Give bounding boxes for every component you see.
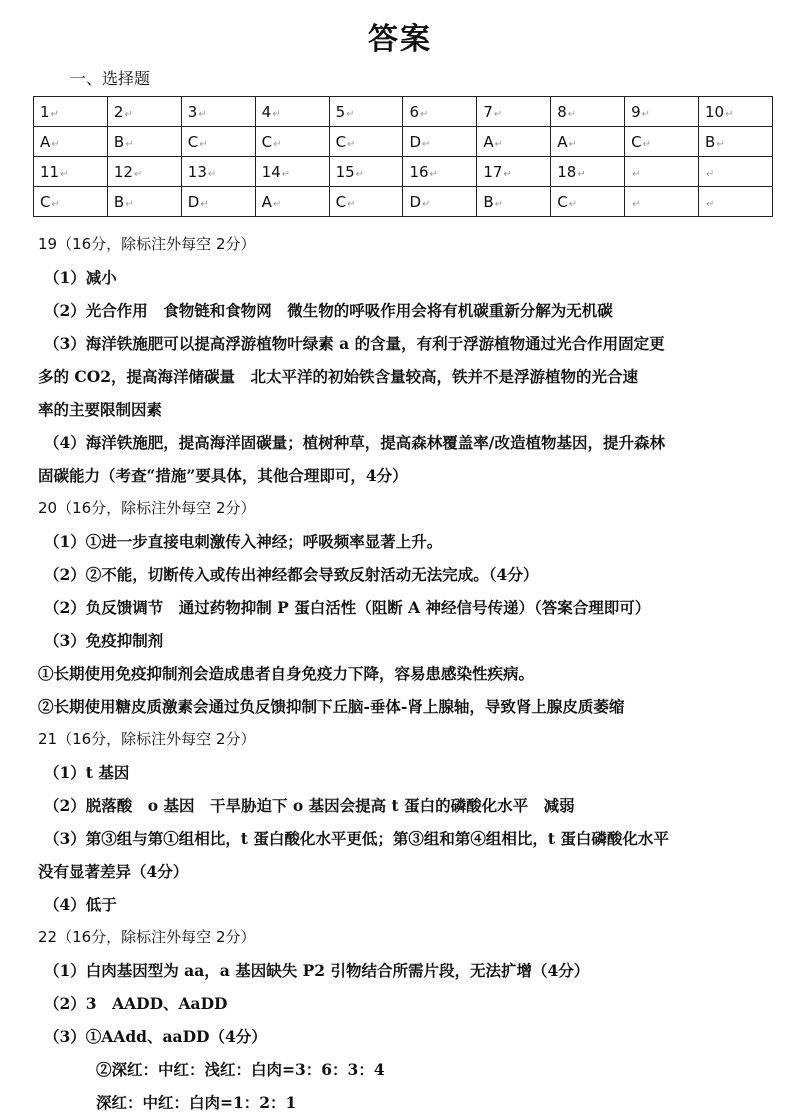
- table-cell: [34, 157, 108, 187]
- cell-text: 14: [261, 162, 281, 181]
- cell-text: 10: [705, 102, 725, 121]
- table-row: [34, 157, 773, 187]
- cell-text: 16: [409, 162, 429, 181]
- paragraph-mark-icon: ↵: [568, 138, 577, 150]
- question-header: 20（16分，除标注外每空 2分）: [38, 499, 256, 517]
- table-cell: [625, 157, 699, 187]
- cell-text: 1: [40, 102, 50, 121]
- cell-text: B: [483, 192, 494, 211]
- table-cell: [403, 187, 477, 217]
- cell-text: D: [187, 192, 200, 211]
- cell-text: 3: [187, 102, 198, 121]
- table-cell: [34, 97, 108, 127]
- table-cell: [403, 127, 477, 157]
- paragraph-mark-icon: ↵: [198, 108, 207, 120]
- paragraph-mark-icon: ↵: [494, 198, 504, 210]
- paragraph-mark-icon: ↵: [716, 138, 725, 150]
- table-cell: [403, 97, 477, 127]
- answer-line: （2）②不能，切断传入或传出神经都会导致反射活动无法完成。（4分）: [44, 565, 539, 584]
- table-cell: [551, 187, 625, 217]
- answer-line: 深红：中红：白肉=1：2：1: [96, 1093, 297, 1112]
- table-cell: [477, 127, 551, 157]
- table-cell: [255, 97, 329, 127]
- cell-text: B: [705, 132, 716, 151]
- paragraph-mark-icon: ↵: [494, 138, 503, 150]
- table-cell: [625, 97, 699, 127]
- table-cell: [403, 157, 477, 187]
- table-cell: [699, 157, 773, 187]
- table-cell: [329, 127, 403, 157]
- table-cell: [34, 127, 108, 157]
- table-row: [34, 187, 773, 217]
- table-cell: [181, 97, 255, 127]
- question-header: 21（16分，除标注外每空 2分）: [38, 730, 256, 748]
- paragraph-mark-icon: ↵: [281, 168, 291, 180]
- paragraph-mark-icon: ↵: [124, 108, 133, 120]
- answer-line: 率的主要限制因素: [38, 400, 163, 419]
- paragraph-mark-icon: ↵: [51, 138, 60, 150]
- table-cell: [477, 157, 551, 187]
- cell-text: 17: [483, 162, 503, 181]
- table-cell: [551, 127, 625, 157]
- answer-line: （2）脱落酸 o 基因 干旱胁迫下 o 基因会提高 t 蛋白的磷酸化水平 减弱: [44, 796, 575, 815]
- answer-line: 多的 CO2，提高海洋储碳量 北太平洋的初始铁含量较高，铁并不是浮游植物的光合速: [38, 367, 639, 386]
- paragraph-mark-icon: ↵: [632, 168, 641, 180]
- cell-text: 15: [335, 162, 355, 181]
- paragraph-mark-icon: ↵: [706, 198, 715, 210]
- cell-text: C: [335, 132, 347, 151]
- table-cell: [107, 157, 181, 187]
- table-cell: [107, 97, 181, 127]
- cell-text: 12: [113, 162, 133, 181]
- paragraph-mark-icon: ↵: [125, 138, 134, 150]
- cell-text: D: [409, 192, 422, 211]
- paragraph-mark-icon: ↵: [273, 138, 282, 150]
- answer-line: （1）白肉基因型为 aa，a 基因缺失 P2 引物结合所需片段，无法扩增（4分）: [44, 961, 590, 980]
- paragraph-mark-icon: ↵: [706, 168, 715, 180]
- table-row: [34, 97, 773, 127]
- question-header: 19（16分，除标注外每空 2分）: [38, 235, 256, 253]
- cell-text: C: [187, 132, 199, 151]
- cell-text: B: [113, 192, 125, 211]
- answer-line: （4）海洋铁施肥，提高海洋固碳量；植树种草，提高森林覆盖率/改造植物基因，提升森林: [44, 433, 665, 452]
- cell-text: 2: [113, 102, 124, 121]
- cell-text: C: [557, 192, 568, 211]
- cell-text: 8: [557, 102, 567, 121]
- paragraph-mark-icon: ↵: [272, 108, 281, 120]
- table-cell: [107, 187, 181, 217]
- answer-line: ①长期使用免疫抑制剂会造成患者自身免疫力下降，容易患感染性疾病。: [38, 664, 535, 683]
- paragraph-mark-icon: ↵: [133, 168, 143, 180]
- table-cell: [34, 187, 108, 217]
- paragraph-mark-icon: ↵: [422, 198, 431, 210]
- table-cell: [181, 187, 255, 217]
- paragraph-mark-icon: ↵: [347, 138, 356, 150]
- paragraph-mark-icon: ↵: [272, 198, 282, 210]
- cell-text: C: [261, 132, 273, 151]
- table-cell: [329, 97, 403, 127]
- answer-line: ②深红：中红：浅红：白肉=3：6：3：4: [96, 1060, 385, 1079]
- answer-line: （1）①进一步直接电刺激传入神经；呼吸频率显著上升。: [44, 532, 443, 551]
- answer-line: （4）低于: [44, 895, 117, 914]
- paragraph-mark-icon: ↵: [51, 198, 60, 210]
- table-cell: [699, 97, 773, 127]
- paragraph-mark-icon: ↵: [503, 168, 512, 180]
- table-cell: [625, 187, 699, 217]
- answer-line: （3）①AAdd、aaDD（4分）: [44, 1027, 267, 1046]
- cell-text: C: [40, 192, 51, 211]
- table-cell: [551, 97, 625, 127]
- cell-text: C: [335, 192, 347, 211]
- table-cell: [551, 157, 625, 187]
- answer-line: （3）免疫抑制剂: [44, 631, 164, 650]
- cell-text: 6: [409, 102, 419, 121]
- table-cell: [255, 157, 329, 187]
- answer-line: （3）第③组与第①组相比，t 蛋白酸化水平更低；第③组和第④组相比，t 蛋白磷酸化水平: [44, 829, 669, 848]
- cell-text: 18: [557, 162, 577, 181]
- paragraph-mark-icon: ↵: [200, 198, 209, 210]
- table-row: [34, 127, 773, 157]
- cell-text: A: [261, 192, 272, 211]
- answer-line: ②长期使用糖皮质激素会通过负反馈抑制下丘脑-垂体-肾上腺轴，导致肾上腺皮质萎缩: [38, 697, 625, 716]
- cell-text: A: [483, 132, 494, 151]
- cell-text: 4: [261, 102, 272, 121]
- paragraph-mark-icon: ↵: [346, 108, 355, 120]
- paragraph-mark-icon: ↵: [60, 168, 69, 180]
- paragraph-mark-icon: ↵: [50, 108, 59, 120]
- cell-text: A: [557, 132, 568, 151]
- cell-text: 13: [187, 162, 207, 181]
- paragraph-mark-icon: ↵: [641, 108, 651, 120]
- table-cell: [329, 187, 403, 217]
- table-cell: [699, 187, 773, 217]
- answer-line: （2）负反馈调节 通过药物抑制 P 蛋白活性（阻断 A 神经信号传递）（答案合理即可）: [44, 598, 651, 617]
- table-cell: [625, 127, 699, 157]
- answer-line: 固碳能力（考查“措施”要具体，其他合理即可，4分）: [38, 466, 408, 485]
- paragraph-mark-icon: ↵: [567, 108, 577, 120]
- paragraph-mark-icon: ↵: [207, 168, 217, 180]
- paragraph-mark-icon: ↵: [568, 198, 578, 210]
- table-cell: [699, 127, 773, 157]
- paragraph-mark-icon: ↵: [632, 198, 641, 210]
- paragraph-mark-icon: ↵: [420, 108, 429, 120]
- paragraph-mark-icon: ↵: [493, 108, 503, 120]
- cell-text: C: [631, 132, 642, 151]
- paragraph-mark-icon: ↵: [199, 138, 208, 150]
- table-cell: [181, 127, 255, 157]
- paragraph-mark-icon: ↵: [725, 108, 734, 120]
- table-cell: [255, 187, 329, 217]
- paragraph-mark-icon: ↵: [577, 168, 586, 180]
- cell-text: A: [40, 132, 51, 151]
- answer-line: 没有显著差异（4分）: [38, 862, 189, 881]
- paragraph-mark-icon: ↵: [125, 198, 134, 210]
- cell-text: 7: [483, 102, 493, 121]
- answer-content: [38, 228, 773, 1119]
- table-cell: [477, 97, 551, 127]
- cell-text: D: [409, 132, 422, 151]
- page-title: 答案: [368, 22, 432, 57]
- answer-line: （1）t 基因: [44, 763, 130, 782]
- paragraph-mark-icon: ↵: [422, 138, 431, 150]
- answer-line: （2）3 AADD、AaDD: [44, 994, 228, 1013]
- table-cell: [329, 157, 403, 187]
- paragraph-mark-icon: ↵: [355, 168, 365, 180]
- section-label-choice: 一、选择题: [70, 69, 151, 88]
- paragraph-mark-icon: ↵: [429, 168, 438, 180]
- answer-table: [33, 96, 773, 217]
- answer-line: （2）光合作用 食物链和食物网 微生物的呼吸作用会将有机碳重新分解为无机碳: [44, 301, 613, 320]
- cell-text: B: [113, 132, 125, 151]
- answer-line: （3）海洋铁施肥可以提高浮游植物叶绿素 a 的含量，有利于浮游植物通过光合作用固定更: [44, 334, 665, 353]
- table-cell: [181, 157, 255, 187]
- table-cell: [477, 187, 551, 217]
- paragraph-mark-icon: ↵: [642, 138, 651, 150]
- table-cell: [107, 127, 181, 157]
- paragraph-mark-icon: ↵: [347, 198, 356, 210]
- question-header: 22（16分，除标注外每空 2分）: [38, 928, 256, 946]
- table-cell: [255, 127, 329, 157]
- answer-line: （1）减小: [44, 268, 117, 287]
- cell-text: 5: [335, 102, 346, 121]
- cell-text: 11: [40, 162, 60, 181]
- cell-text: 9: [631, 102, 641, 121]
